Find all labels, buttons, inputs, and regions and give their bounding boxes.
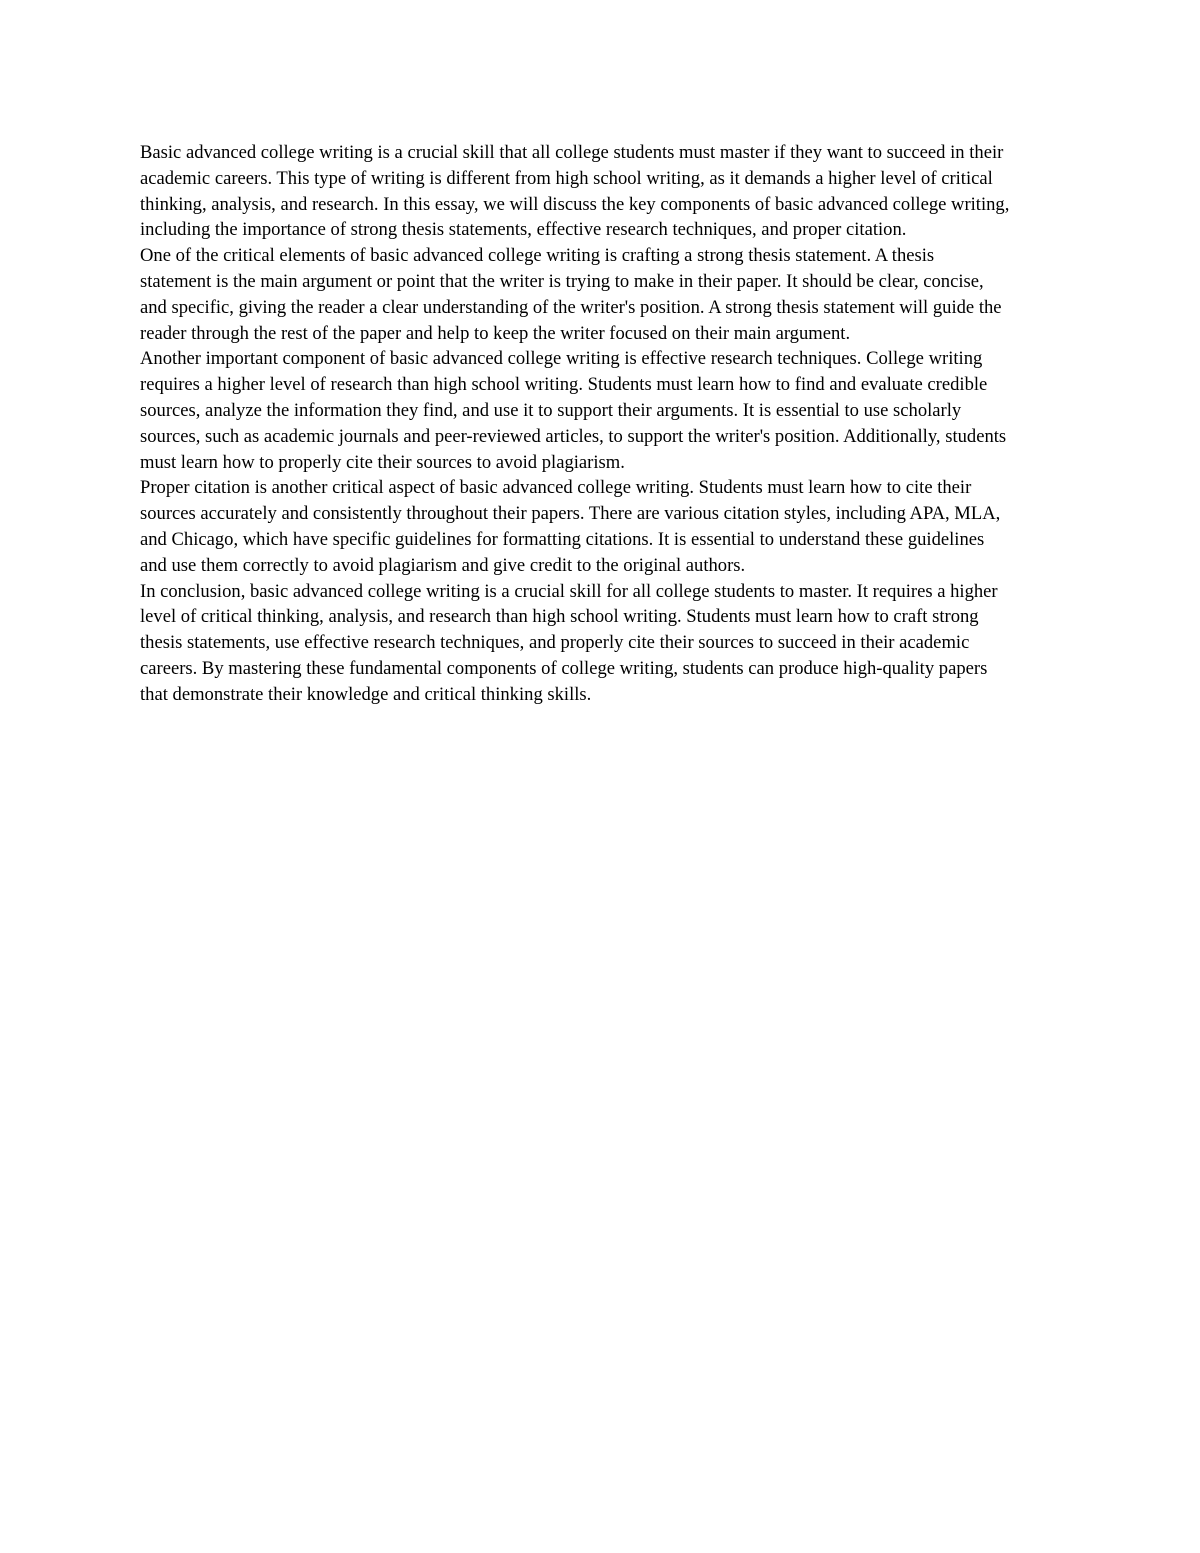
text-line: careers. By mastering these fundamental components of college writing, students can produce high-quality papers [140, 657, 988, 679]
paragraph-citation [140, 475, 1065, 578]
document-body [140, 140, 1065, 708]
paragraph-conclusion [140, 579, 1065, 708]
text-line: and specific, giving the reader a clear understanding of the writer's position. A strong thesis statement will guide the [140, 296, 1002, 318]
paragraph-research [140, 346, 1065, 475]
text-line: and Chicago, which have specific guidelines for formatting citations. It is essential to understand these guidelines [140, 528, 985, 550]
text-line: sources accurately and consistently throughout their papers. There are various citation styles, including APA, MLA, [140, 503, 1001, 525]
text-line: must learn how to properly cite their sources to avoid plagiarism. [140, 451, 625, 473]
text-line: Proper citation is another critical aspect of basic advanced college writing. Students must learn how to cite their [140, 477, 972, 499]
text-line: statement is the main argument or point that the writer is trying to make in their paper. It should be clear, concise, [140, 270, 984, 292]
paragraph-introduction [140, 140, 1065, 243]
text-line: thinking, analysis, and research. In this essay, we will discuss the key components of basic advanced college writing, [140, 193, 1010, 215]
text-line: In conclusion, basic advanced college writing is a crucial skill for all college students to master. It requires a higher [140, 580, 998, 602]
text-line: level of critical thinking, analysis, and research than high school writing. Students must learn how to craft strong [140, 606, 979, 628]
text-line: including the importance of strong thesis statements, effective research techniques, and proper citation. [140, 219, 907, 241]
text-line: thesis statements, use effective research techniques, and properly cite their sources to succeed in their academic [140, 632, 970, 654]
text-line: requires a higher level of research than high school writing. Students must learn how to find and evaluate credible [140, 374, 988, 396]
text-line: sources, such as academic journals and peer-reviewed articles, to support the writer's position. Additionally, students [140, 425, 1007, 447]
text-line: that demonstrate their knowledge and critical thinking skills. [140, 683, 592, 705]
text-line: One of the critical elements of basic advanced college writing is crafting a strong thesis statement. A thesis [140, 245, 935, 267]
text-line: academic careers. This type of writing is different from high school writing, as it demands a higher level of critical [140, 167, 993, 189]
text-line: Basic advanced college writing is a crucial skill that all college students must master if they want to succeed in their [140, 142, 1004, 163]
text-line: Another important component of basic advanced college writing is effective research techniques. College writing [140, 348, 983, 370]
text-line: reader through the rest of the paper and help to keep the writer focused on their main argument. [140, 322, 851, 344]
text-line: and use them correctly to avoid plagiarism and give credit to the original authors. [140, 554, 746, 576]
paragraph-thesis [140, 243, 1065, 346]
text-line: sources, analyze the information they find, and use it to support their arguments. It is essential to use scholarly [140, 399, 962, 421]
